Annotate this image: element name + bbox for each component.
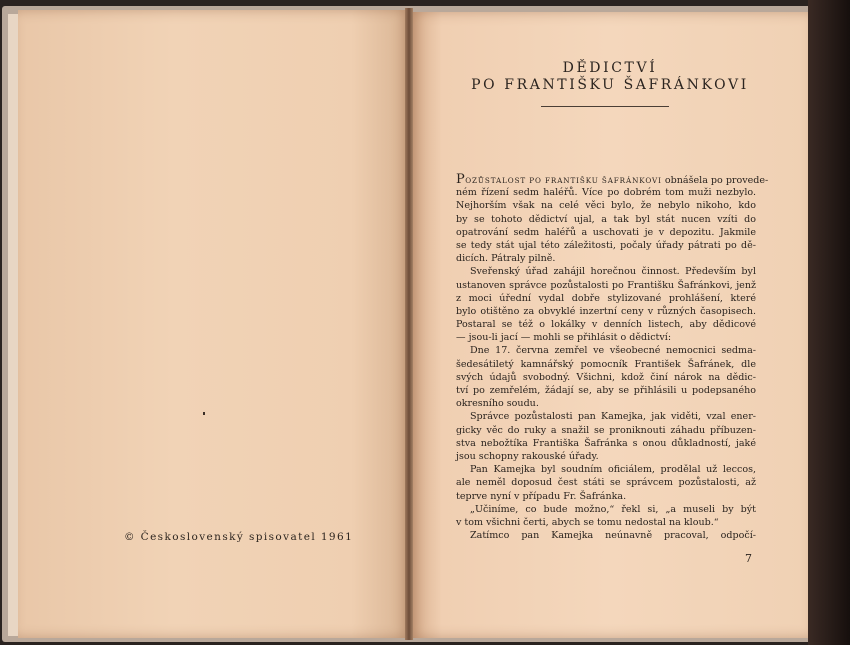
text-line: ale neměl doposud čest státi se správcem pozůstalosti, až [456,477,756,489]
text-line: jsou schopny rakouské úřady. [456,450,599,462]
text-line: Správce pozůstalosti pan Kamejka, jak viděti, vzal ener- [470,411,756,423]
text-line: by se tohoto dědictví ujal, a tak byl stát nucen vzíti do [456,213,756,225]
text-line: Postaral se též o lokálky v denních listech, aby dědicové [456,319,756,331]
text-line: Pan Kamejka byl soudním oficiálem, prodělal už leccos, [470,464,756,476]
chapter-title-line1: DĚDICTVÍ [562,60,658,76]
text-line: okresního soudu. [456,398,539,410]
copyright-notice: © Československý spisovatel 1961 [124,531,354,543]
chapter-body [456,172,769,542]
text-line: šedesátiletý kamnářský pomocník František Šafránek, dle [456,358,756,370]
drop-cap: P [456,172,466,187]
text-line: ném řízení sedm haléřů. Více po dobrém tom muži nezbylo. [456,187,756,199]
text-line: se tedy stát ujal této záležitosti, počaly úřady pátrati po dě- [456,239,756,251]
text-line: gicky věc do ruky a snažil se proniknouti záhadu příbuzen- [456,424,756,436]
text-line: z moci úřední vydal dobře stylizované prohlášení, které [456,292,756,304]
text-line: svých údajů svobodný. Všichni, kdož činí nárok na dědic- [456,371,756,383]
text-line: v tom všichni čerti, abych se tomu nedostal na kloub.“ [456,516,719,528]
text-line: bylo otištěno za obvyklé inzertní ceny v různých časopisech. [456,305,756,317]
text-line: teprve nyní v případu Fr. Šafránka. [456,490,627,502]
chapter-title-line2: PO FRANTIŠKU ŠAFRÁNKOVI [471,77,749,93]
text-line: dicích. Pátraly pilně. [456,253,556,265]
title-divider [541,106,669,107]
text-line: ustanoven správce pozůstalosti po Františku Šafránkovi, jenž [456,279,756,291]
text-line: Dne 17. června zemřel ve všeobecné nemocnici sedma- [470,345,756,357]
text-line: — jsou-li jací — mohli se přihlásit o dědictví: [456,332,672,344]
page-number: 7 [745,552,752,565]
text-line: tví po zemřelém, žádají se, aby se přihlásili u podepsaného [456,385,756,396]
left-page [18,10,410,638]
paper-speck [203,412,205,415]
text-line: opatrování sedm haléřů a uschovati je v depozitu. Jakmile [456,226,756,238]
text-line: Nejhorším však na celé věci bylo, že nebylo nikoho, kdo [456,200,756,212]
text-line: stva nebožtíka Františka Šafránka s onou důkladností, jaké [456,437,756,449]
opening-rest: obnášela po provede- [661,175,769,186]
background-shadow [808,0,850,645]
text-line: Zatímco pan Kamejka neúnavně pracoval, odpočí- [470,530,756,542]
text-line: Sveřenský úřad zahájil horečnou činnost. Především byl [470,266,756,278]
text-line [456,172,769,187]
book-gutter [405,8,413,640]
text-line: „Učiníme, co bude možno,“ řekl si, „a museli by být [470,503,756,515]
opening-smallcaps: OZŮSTALOST PO FRANTIŠKU ŠAFRÁNKOVI [465,176,662,185]
